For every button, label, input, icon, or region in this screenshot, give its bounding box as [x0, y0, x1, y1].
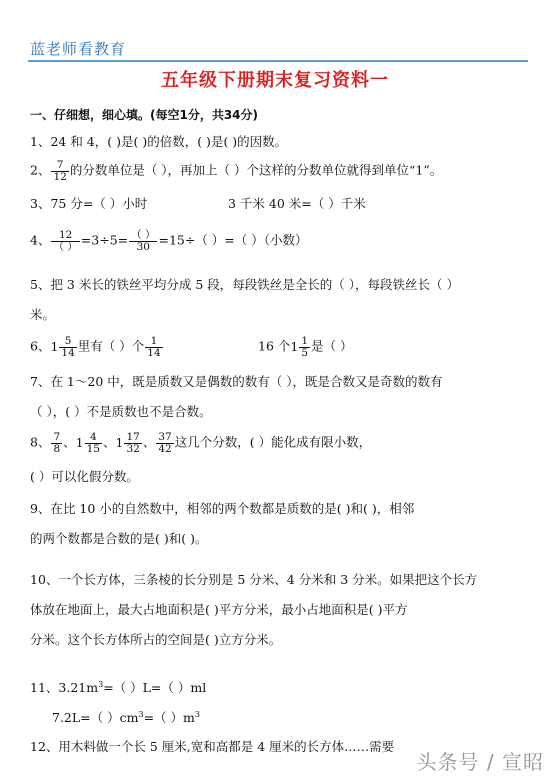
fraction-denominator: 14 [61, 346, 75, 359]
question-2 [30, 160, 442, 182]
question-8-line-1 [30, 432, 371, 454]
question-10-line-3: 分米。这个长方体所占的空间是( )立方分米。 [30, 632, 282, 647]
fraction-denominator: 12 [53, 170, 67, 183]
question-6-part-2-end: 是（ ） [311, 338, 353, 354]
question-11-line-1 [30, 676, 206, 697]
fraction [129, 230, 157, 252]
question-10-line-2: 体放在地面上，最大占地面积是( )平方分米，最小占地面积是( )平方 [30, 602, 408, 617]
question-7-line-1: 7、在 1～20 中，既是质数又是偶数的数有（ ），既是合数又是奇数的数有 [30, 374, 443, 389]
page-title: 五年级下册期末复习资料一 [161, 70, 389, 91]
question-6-part-1 [30, 336, 164, 358]
question-3-part-2: 3 千米 40 米=（ ）千米 [228, 196, 366, 211]
question-11-line-2 [52, 706, 200, 727]
question-4-middle: =3÷5= [80, 232, 129, 248]
mixed-number-whole: 1 [75, 435, 84, 450]
fraction-numerator: 4 [85, 432, 102, 444]
question-4 [30, 230, 308, 252]
separator: 、 [142, 434, 156, 450]
mixed-number-whole: 1 [50, 339, 59, 354]
separator: 、 [63, 434, 76, 450]
question-2-text: 的分数单位是（ ），再加上（ ）个这样的分数单位就得到单位“1”。 [69, 162, 443, 178]
fraction-numerator: 7 [53, 431, 61, 443]
question-2-number: 2、 [30, 162, 51, 178]
fraction [51, 432, 62, 454]
question-9-line-1: 9、在比 10 小的自然数中，相邻的两个数都是质数的是( )和( )，相邻 [30, 501, 415, 516]
superscript: 3 [194, 710, 200, 719]
fraction [145, 336, 162, 358]
fraction-denominator: 8 [53, 442, 61, 455]
question-10-line-1: 10、一个长方体，三条棱的长分别是 5 分米、4 分米和 3 分米。如果把这个长方 [30, 572, 478, 587]
fraction-denominator: 32 [126, 442, 140, 455]
question-11-a-end: =（ ）L=（ ）ml [103, 680, 207, 696]
fraction [299, 336, 310, 358]
question-1-text: 1、24 和 4，( )是( )的倍数，( )是( )的因数。 [30, 134, 288, 149]
question-6-number: 6、 [30, 338, 51, 354]
question-12-line-1: 12、用木料做一个长 5 厘米,宽和高都是 4 厘米的长方体……需要 [30, 739, 395, 754]
brand-name: 蓝老师看教育 [30, 40, 127, 58]
question-6-part-2-start: 16 个 [258, 338, 291, 354]
question-4-number: 4、 [30, 232, 51, 248]
fraction-numerator: 12 [51, 230, 79, 242]
question-11-a-start: 11、3.21m [30, 680, 99, 696]
question-9-line-2: 的两个数都是合数的是( )和( )。 [30, 531, 208, 546]
fraction-numerator: 1 [301, 335, 309, 347]
question-5-line-1: 5、把 3 米长的铁丝平均分成 5 段，每段铁丝是全长的（ ），每段铁丝长（ ） [30, 277, 459, 292]
question-5-line-2: 米。 [30, 307, 56, 322]
fraction [156, 432, 173, 454]
fraction-denominator: （ ） [53, 240, 78, 253]
question-3-part-1: 3、75 分=（ ）小时 [30, 196, 148, 211]
fraction-numerator: 37 [158, 431, 172, 443]
question-11-b-middle: =（ ）m [143, 710, 195, 726]
fraction [51, 230, 79, 252]
fraction-denominator: 15 [86, 442, 100, 455]
question-6-middle: 里有（ ）个 [77, 338, 145, 354]
fraction-denominator: 42 [158, 442, 172, 455]
mixed-number-whole: 1 [290, 339, 299, 354]
fraction-denominator: 30 [136, 240, 150, 253]
question-11-b-start: 7.2L=（ ）cm [52, 710, 139, 726]
fraction-numerator: 1 [145, 336, 162, 348]
question-7-line-2: （ ），( ）不是质数也不是合数。 [30, 404, 212, 419]
fraction-denominator: 5 [301, 346, 309, 359]
question-8-text: 这几个分数，( ）能化成有限小数， [174, 434, 372, 450]
separator: 、 [102, 434, 116, 450]
question-1 [30, 133, 287, 151]
superscript: 3 [138, 710, 144, 719]
question-4-tail: =15÷（ ）=（ ）（小数） [158, 232, 308, 248]
fraction-numerator: 7 [51, 160, 68, 172]
fraction [59, 336, 76, 358]
mixed-number-whole: 1 [115, 435, 124, 450]
fraction [124, 432, 141, 454]
superscript: 3 [98, 680, 104, 689]
question-6-part-2 [258, 336, 353, 358]
fraction [51, 160, 68, 182]
fraction-numerator: （ ） [131, 229, 156, 241]
fraction-numerator: 17 [126, 431, 140, 443]
fraction-denominator: 14 [147, 346, 161, 359]
header-divider [28, 60, 528, 62]
question-8-line-2: ( ）可以化假分数。 [30, 469, 139, 484]
fraction [85, 432, 102, 454]
section-heading: 一、仔细想，细心填。(每空1分，共34分) [30, 108, 259, 122]
watermark: 头条号 / 宣昭 [416, 750, 544, 774]
question-8-number: 8、 [30, 434, 51, 450]
fraction-numerator: 5 [59, 336, 76, 348]
